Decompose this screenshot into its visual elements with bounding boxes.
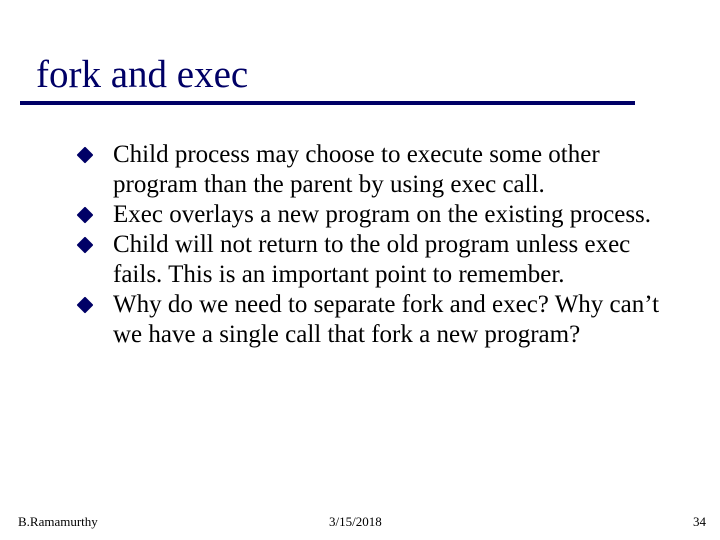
title-underline	[20, 101, 635, 105]
bullet-text: Child process may choose to execute some other program than the parent by using exec call.	[113, 141, 600, 198]
bullet-text: Why do we need to separate fork and exec? Why can’t we have a single call that fork a new program?	[113, 291, 660, 348]
footer-page-number: 34	[693, 514, 706, 529]
footer-date: 3/15/2018	[329, 514, 382, 529]
bullet-item	[78, 230, 678, 290]
diamond-bullet-icon	[77, 147, 94, 164]
bullet-text: Exec overlays a new program on the existing process.	[113, 201, 652, 228]
diamond-bullet-icon	[77, 297, 94, 314]
bullet-item	[78, 290, 678, 350]
footer-author: B.Ramamurthy	[18, 514, 98, 529]
bullet-list	[78, 140, 678, 350]
diamond-bullet-icon	[77, 237, 94, 254]
bullet-text: Child will not return to the old program unless exec fails. This is an important point to remember.	[113, 231, 631, 288]
slide-title: fork and exec	[36, 53, 249, 96]
diamond-bullet-icon	[77, 207, 94, 224]
bullet-item	[78, 200, 678, 230]
bullet-item	[78, 140, 678, 200]
